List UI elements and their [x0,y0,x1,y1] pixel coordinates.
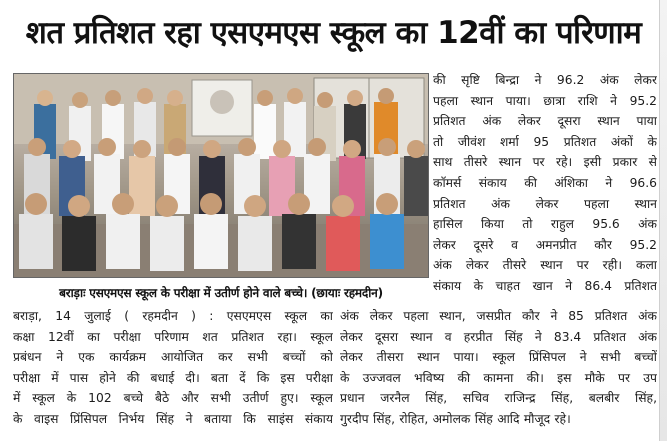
article-line: हासिल किया तो राहुल 95.6 अंक [433,217,657,232]
article-line: अंक लेकर तीसरे स्थान पर रही। कला [433,258,657,273]
article-line: बराड़ा, 14 जुलाई ( रहमदीन ) : एसएमएस स्कूल का [13,309,333,323]
article-line: लेकर दूसरे व अमनप्रीत कौर 95.2 [433,237,657,252]
article-line: प्रतिशत अंक लेकर पहला स्थान [433,196,657,211]
article-line: में स्कूल के 102 बच्चे बैठे और सभी उतीर्ण हुए। स्कूल [13,391,333,406]
group-photo [13,73,429,278]
article-line: लेकर तीसरा स्थान पाया। स्कूल प्रिंसिपल ने सभी बच्चों [340,350,657,365]
article-line: प्रधान जरनैल सिंह, सचिव राजिन्द्र सिंह, बलबीर सिंह, [340,391,657,406]
article-line: संकाय के चाहत खान ने 86.4 प्रतिशत [433,278,657,293]
article-left-column [13,306,333,430]
article-line: प्रबंधन ने एक कार्यक्रम आयोजित कर सभी बच्चों को [13,350,333,365]
article-line: गुरदीप सिंह, रोहित, अमोलक सिंह आदि मौजूद रहे। [340,411,571,426]
article-line: कॉमर्स संकाय की अंशिका ने 96.6 [433,175,657,190]
article-right-column [433,70,657,297]
article-line: पहला स्थान पाया। छात्रा राशि ने 95.2 [433,93,657,108]
article-line: के वाइस प्रिंसिपल निर्भय सिंह ने बताया कि साइंस संकाय [13,411,333,426]
article-line: कक्षा 12वीं का परीक्षा परिणाम शत प्रतिशत रहा। स्कूल [13,329,333,344]
article-headline: शत प्रतिशत रहा एसएमएस स्कूल का 12वीं का परिणाम [25,15,642,51]
article-middle-column [340,306,657,430]
article-line: के उज्जवल भविष्य की कामना की। इस मौके पर उप [340,370,657,385]
article-line: अंक लेकर पहला स्थान, जसप्रीत कौर ने 85 प्रतिशत अंक [340,309,657,323]
photo-caption: बराड़ाः एसएमएस स्कूल के परीक्षा में उतीर्ण होने वाले बच्चे। (छायाः रहमदीन) [59,286,383,300]
group-photo-illustration [14,74,429,278]
article-line: प्रतिशत अंक लेकर दूसरा स्थान पाया [433,114,657,129]
article-line: तो जीवंश शर्मा 95 प्रतिशत अंकों के [433,134,657,149]
article-line: साथ तीसरे स्थान पर रहे। इसी प्रकार से [433,155,657,170]
article-line: परीक्षा में पास होने की बधाई दी। बता दें कि इस परीक्षा [13,370,333,385]
article-line: लेकर दूसरा स्थान व हरप्रीत सिंह ने 83.4 प्रतिशत अंक [340,329,657,344]
page-edge [659,0,667,441]
article-line: की सृष्टि बिन्द्रा ने 96.2 अंक लेकर [433,73,657,87]
